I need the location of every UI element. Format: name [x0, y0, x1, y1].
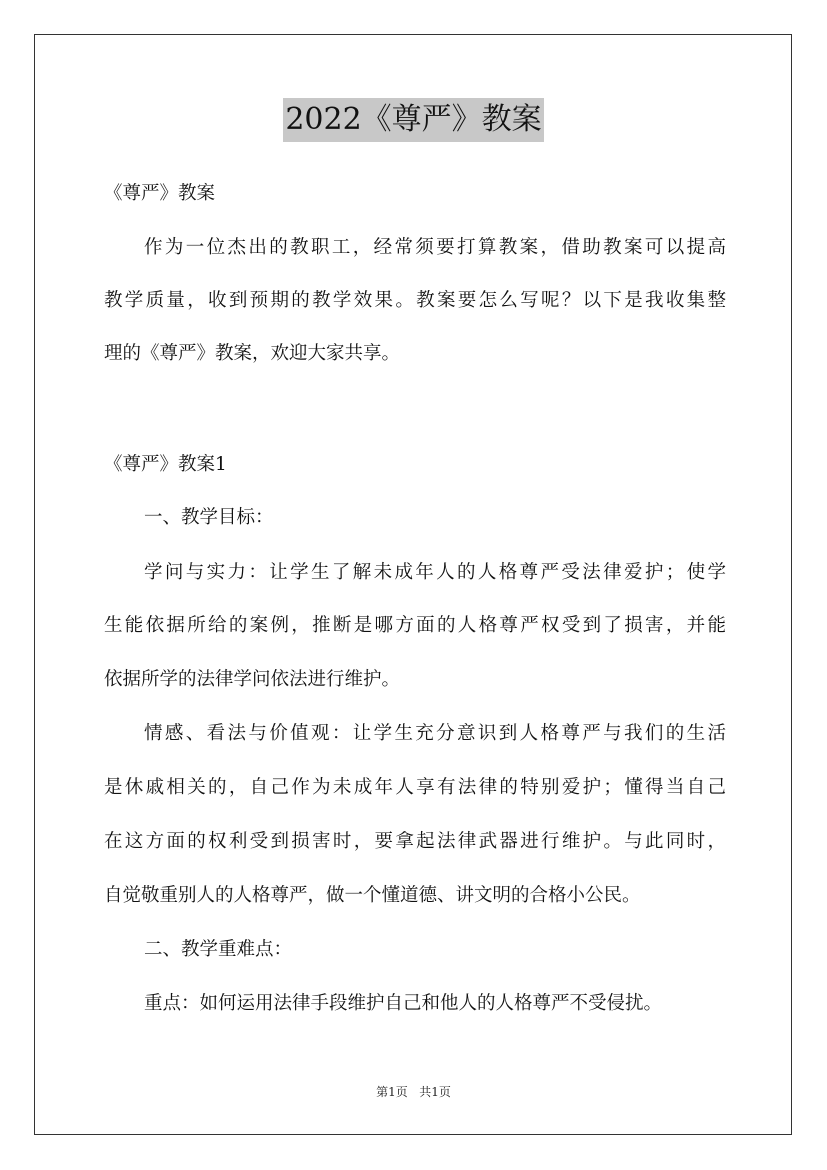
paragraph-line: 自觉敬重别人的人格尊严，做一个懂道德、讲文明的合格小公民。: [104, 885, 641, 906]
title-container: [0, 98, 827, 142]
heading-main: 《尊严》教案: [104, 183, 216, 204]
paragraph-line: 理的《尊严》教案，欢迎大家共享。: [104, 343, 401, 364]
subheading-key-points: 二、教学重难点：: [144, 939, 293, 960]
paragraph-line: 生能依据所给的案例，推断是哪方面的人格尊严权受到了损害，并能: [104, 615, 726, 636]
subheading-objectives: 一、教学目标：: [144, 507, 274, 528]
paragraph-line: 是休戚相关的，自己作为未成年人享有法律的特别爱护；懂得当自己: [104, 777, 726, 798]
paragraph-line: 教学质量，收到预期的教学效果。教案要怎么写呢？以下是我收集整: [104, 290, 726, 311]
page-number: 第1页: [376, 1085, 408, 1099]
paragraph-line: 作为一位杰出的教职工，经常须要打算教案，借助教案可以提高: [144, 237, 726, 258]
paragraph-line: 情感、看法与价值观：让学生充分意识到人格尊严与我们的生活: [144, 723, 726, 744]
paragraph-line: 学问与实力：让学生了解未成年人的人格尊严受法律爱护；使学: [144, 562, 726, 583]
document-title: 2022《尊严》教案: [283, 98, 543, 142]
page-footer: [0, 1083, 827, 1101]
page-total: 共1页: [419, 1085, 451, 1099]
paragraph-line: 在这方面的权利受到损害时，要拿起法律武器进行维护。与此同时，: [104, 831, 726, 852]
paragraph-line: 依据所学的法律学问依法进行维护。: [104, 669, 401, 690]
paragraph-line: 重点：如何运用法律手段维护自己和他人的人格尊严不受侵扰。: [144, 993, 663, 1014]
section-heading: 《尊严》教案1: [104, 454, 227, 475]
